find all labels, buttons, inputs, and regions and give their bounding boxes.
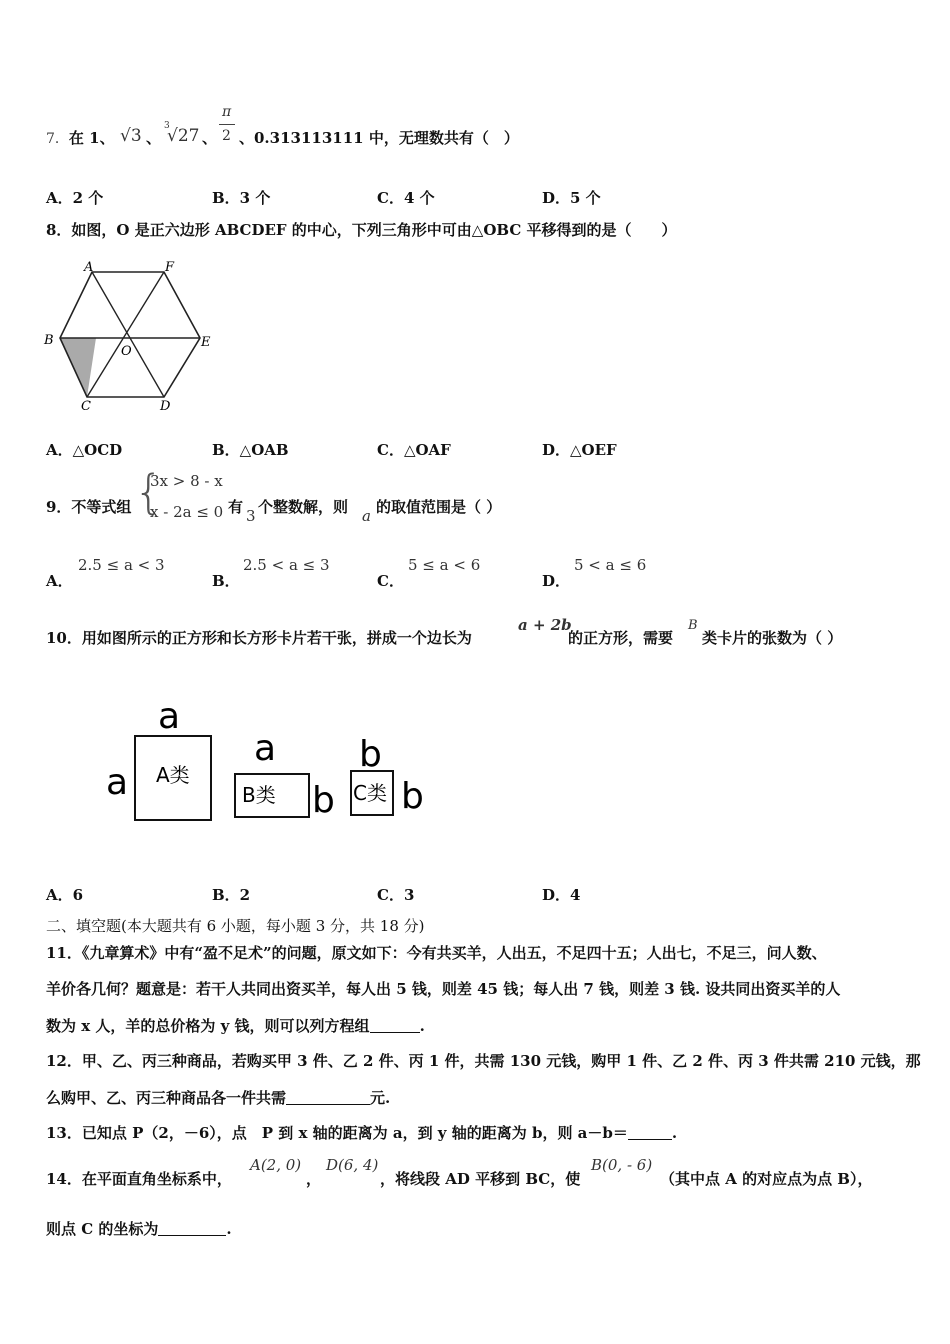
q7-sep1: 、 bbox=[146, 129, 162, 147]
q12-line1: 12．甲、乙、丙三种商品，若购买甲 3 件、乙 2 件、丙 1 件，共需 130 元钱，购甲 1 件、乙 2 件、丙 3 件共需 210 元钱，那 bbox=[46, 1052, 921, 1070]
q9-option-c-label[interactable]: C． bbox=[377, 572, 404, 590]
q14-point-b: B(0, - 6) bbox=[591, 1156, 653, 1174]
label-e: E bbox=[201, 335, 211, 350]
section-heading: 二、填空题(本大题共有 6 小题，每小题 3 分，共 18 分) bbox=[46, 917, 425, 935]
q14-point-d: D(6, 4) bbox=[326, 1156, 379, 1174]
q11-line3-text: 数为 x 人，羊的总价格为 y 钱，则可以列方程组 bbox=[46, 1017, 370, 1035]
q8-option-c[interactable]: C．△OAF bbox=[377, 441, 451, 459]
q8-option-a[interactable]: A．△OCD bbox=[46, 441, 123, 459]
q13-answer-blank[interactable] bbox=[628, 1125, 672, 1140]
q7-two: 2 bbox=[222, 128, 231, 144]
shaded-triangle-obc bbox=[60, 338, 96, 397]
card-a-left-label: a bbox=[106, 762, 129, 803]
q11-line1: 11．《九章算术》中有“盈不足术”的问题，原文如下：今有共买羊，人出五，不足四十五；人出七，不足三，问人数、 bbox=[46, 944, 827, 962]
q10-option-d[interactable]: D．4 bbox=[542, 886, 581, 904]
card-c-name: C类 bbox=[353, 781, 387, 805]
q14-line2 bbox=[46, 1219, 232, 1239]
q13-line bbox=[46, 1123, 677, 1143]
q7-num: 7． bbox=[46, 131, 69, 147]
card-a-name: A类 bbox=[156, 763, 190, 787]
q7-sqrt3: √3 bbox=[120, 126, 142, 146]
q9-option-d-math: 5 < a ≤ 6 bbox=[574, 556, 647, 574]
q7-option-c[interactable]: C．4 个 bbox=[377, 189, 435, 207]
q9-option-b-label[interactable]: B． bbox=[212, 572, 240, 590]
q7-cbrt27: √27 bbox=[167, 126, 200, 146]
q9-ineq-1: 3x > 8 - x bbox=[150, 472, 223, 490]
q12-line2-end: 元. bbox=[370, 1089, 391, 1107]
card-b-top-label: a bbox=[254, 728, 277, 769]
q14-prefix: 14．在平面直角坐标系中， bbox=[46, 1170, 232, 1188]
q9-option-d-label[interactable]: D． bbox=[542, 572, 571, 590]
q13-end: . bbox=[671, 1124, 678, 1142]
card-a-top-label: a bbox=[158, 696, 181, 737]
q9-brace: { bbox=[134, 465, 164, 519]
card-b-right-label: b bbox=[312, 780, 335, 821]
q7-option-a[interactable]: A．2 个 bbox=[46, 189, 104, 207]
q9-option-a-math: 2.5 ≤ a < 3 bbox=[78, 556, 165, 574]
q10-option-a[interactable]: A．6 bbox=[46, 886, 84, 904]
label-b: B bbox=[44, 333, 54, 348]
q8-question: 8．如图，O 是正六边形 ABCDEF 的中心，下列三角形中可由△OBC 平移得到的是（ ） bbox=[46, 221, 677, 239]
q9-a: a bbox=[362, 507, 371, 525]
q10-b: B bbox=[688, 618, 698, 633]
q7-suffix-line bbox=[239, 128, 519, 148]
q12-line2 bbox=[46, 1088, 390, 1108]
cards-figure bbox=[100, 690, 440, 830]
q7-cbrt-index: 3 bbox=[164, 121, 170, 131]
q8-option-d[interactable]: D．△OEF bbox=[542, 441, 617, 459]
q10-end: 类卡片的张数为（ ） bbox=[702, 629, 843, 647]
q11-line3 bbox=[46, 1016, 425, 1036]
q14-point-a: A(2, 0) bbox=[250, 1156, 302, 1174]
q7-fraction-bar bbox=[219, 124, 235, 125]
q12-line2-text: 么购甲、乙、丙三种商品各一件共需 bbox=[46, 1089, 287, 1107]
q10-expr: a + 2b bbox=[518, 616, 572, 634]
q9-option-a-label[interactable]: A． bbox=[46, 572, 73, 590]
q9-ineq-2: x - 2a ≤ 0 bbox=[150, 503, 224, 521]
q9-option-b-math: 2.5 < a ≤ 3 bbox=[243, 556, 330, 574]
q9-option-c-math: 5 ≤ a < 6 bbox=[408, 556, 481, 574]
q7-option-b[interactable]: B．3 个 bbox=[212, 189, 271, 207]
q11-answer-blank[interactable] bbox=[370, 1018, 420, 1033]
hexagon-figure bbox=[40, 258, 220, 418]
q10-option-b[interactable]: B．2 bbox=[212, 886, 251, 904]
label-o: O bbox=[121, 344, 132, 359]
q7-question bbox=[46, 128, 115, 149]
label-c: C bbox=[81, 399, 91, 414]
label-a: A bbox=[84, 260, 94, 275]
q9-mid1: 有 bbox=[228, 498, 244, 516]
q8-option-b[interactable]: B．△OAB bbox=[212, 441, 289, 459]
q9-end: 的取值范围是（ ） bbox=[376, 498, 502, 516]
q7-pi: π bbox=[222, 104, 232, 120]
q9-three: 3 bbox=[246, 507, 256, 525]
q7-option-d[interactable]: D．5 个 bbox=[542, 189, 601, 207]
q14-end: （其中点 A 的对应点为点 B）， bbox=[660, 1170, 873, 1188]
q12-answer-blank[interactable] bbox=[286, 1090, 370, 1105]
card-c-top-label: b bbox=[359, 734, 382, 775]
q10-mid: 的正方形，需要 bbox=[568, 629, 674, 647]
q10-prefix: 10．用如图所示的正方形和长方形卡片若干张，拼成一个边长为 bbox=[46, 629, 472, 647]
q14-answer-blank[interactable] bbox=[158, 1221, 226, 1236]
q9-mid2: 个整数解，则 bbox=[258, 498, 349, 516]
card-b-name: B类 bbox=[242, 783, 276, 807]
q14-comma: ， bbox=[306, 1170, 322, 1188]
q10-option-c[interactable]: C．3 bbox=[377, 886, 415, 904]
q14-line2-end: . bbox=[226, 1220, 232, 1238]
q9-num: 9．不等式组 bbox=[46, 498, 132, 516]
q14-mid: ，将线段 AD 平移到 BC，使 bbox=[380, 1170, 581, 1188]
q11-line2: 羊价各几何？题意是：若干人共同出资买羊，每人出 5 钱，则差 45 钱；每人出 7 钱，则差 3 钱. 设共同出资买羊的人 bbox=[46, 980, 841, 998]
q7-suffix-num: 、0.313113111 bbox=[239, 129, 364, 147]
q7-prefix: 在 1、 bbox=[68, 129, 115, 147]
label-d: D bbox=[160, 399, 171, 414]
q7-sep2: 、 bbox=[202, 129, 218, 147]
q11-line3-end: . bbox=[419, 1017, 425, 1035]
label-f: F bbox=[165, 260, 175, 275]
q7-suffix: 中，无理数共有（ ） bbox=[363, 129, 519, 147]
q13-text: 13．已知点 P（2，－6），点 P 到 x 轴的距离为 a，到 y 轴的距离为 b，则 a－b＝ bbox=[46, 1124, 628, 1142]
card-c-right-label: b bbox=[401, 776, 424, 817]
q14-line2-text: 则点 C 的坐标为 bbox=[46, 1220, 159, 1238]
